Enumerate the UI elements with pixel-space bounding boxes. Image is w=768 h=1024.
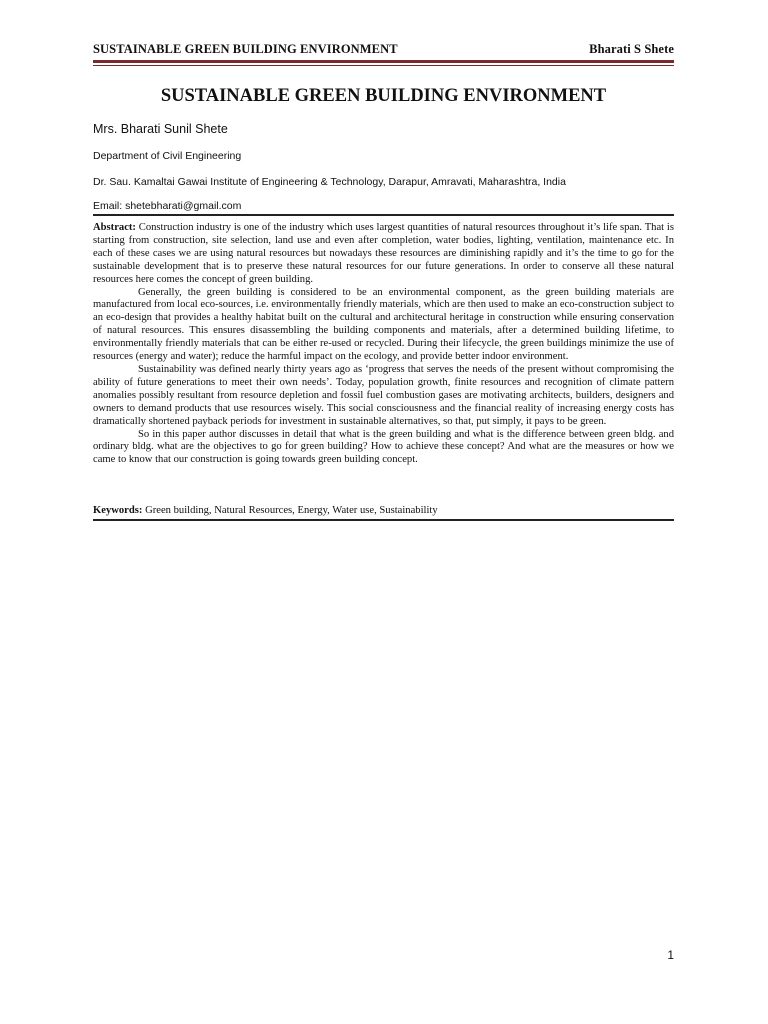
keywords-text: Green building, Natural Resources, Energy, Water use, Sustainability: [142, 505, 438, 516]
abstract-paragraph-2: Generally, the green building is considered to be an environmental component, as the green building materials are manufactured from local eco-sources, i.e. environmentally friendly materials, which are then used to make an eco-construction subject to an eco-design that provides a healthy habitat built on the cultural and architectural heritage in construction while ensuring conservation of natural resources. This ensures disassembling the building components and materials, after a determined building lifetime, to environmentally friendly materials that can be either re-used or recycled. During their lifecycle, the green buildings minimize the use of resources (energy and water); reduce the harmful impact on the ecology, and provide better indoor environment.: [93, 286, 674, 363]
author-name: Mrs. Bharati Sunil Shete: [93, 122, 228, 136]
abstract-paragraph-4: So in this paper author discusses in detail that what is the green building and what is the difference between green bldg. and ordinary bldg. what are the objectives to go for green building? How to achieve these concept? And what are the measures or how we came to know that our construction is going towards green building concept.: [93, 428, 674, 466]
running-header-title: SUSTAINABLE GREEN BUILDING ENVIRONMENT: [93, 42, 398, 56]
keywords: [93, 505, 674, 516]
header-rule-thin: [93, 65, 674, 66]
abstract-top-rule: [93, 214, 674, 216]
author-department: Department of Civil Engineering: [93, 150, 242, 162]
abstract-paragraph-1: [93, 222, 674, 287]
abstract-label: Abstract:: [93, 222, 136, 233]
running-header: [93, 42, 674, 60]
page-number: 1: [667, 948, 674, 962]
abstract: [93, 222, 674, 467]
header-rule-thick: [93, 60, 674, 63]
keywords-bottom-rule: [93, 519, 674, 521]
running-header-author: Bharati S Shete: [589, 42, 674, 56]
abstract-paragraph-1-text: Construction industry is one of the industry which uses largest quantities of natural resources throughout it’s life span. That is starting from construction, site selection, land use and even after completion, water bodies, lighting, ventilation, maintenance etc. In each of these cases we are using natural resources but nowadays these resources are diminishing rapidly and it’s the time to go for the sustainable development that is to preserve these natural resources for our future generations. In order to conserve all these natural resources here comes the concept of green building.: [93, 222, 674, 285]
paper-title: SUSTAINABLE GREEN BUILDING ENVIRONMENT: [160, 86, 607, 106]
author-email: Email: shetebharati@gmail.com: [93, 200, 242, 212]
keywords-label: Keywords:: [93, 505, 143, 516]
author-institute: Dr. Sau. Kamaltai Gawai Institute of Engineering & Technology, Darapur, Amravati, Maharashtra, India: [93, 176, 566, 188]
abstract-paragraph-3: Sustainability was defined nearly thirty years ago as ‘progress that serves the needs of the present without compromising the ability of future generations to meet their own needs’. Today, population growth, finite resources and recognition of climate pattern anomalies possibly resultant from resource depletion and fossil fuel combustion gases are motivating architects, builders, designers and owners to demand products that use resources wisely. This social consciousness and the financial reality of increasing energy costs has dramatically shortened payback periods for investment in sustainable alternatives, so that, put simply, it pays to be green.: [93, 363, 674, 427]
